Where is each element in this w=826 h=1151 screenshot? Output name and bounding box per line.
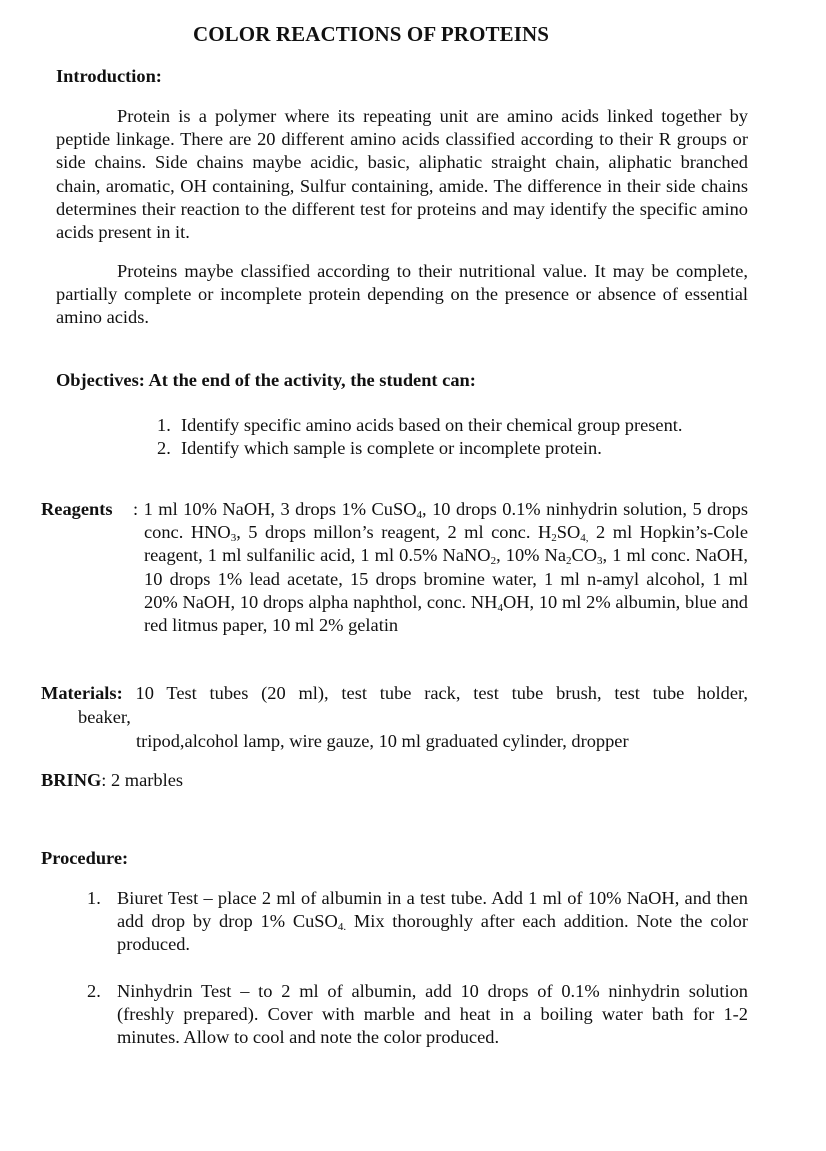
reagents-seg: , 10% Na — [496, 545, 566, 566]
objectives-heading: Objectives: At the end of the activity, the student can: — [56, 370, 476, 390]
reagents-sub: 2 — [490, 555, 497, 568]
bring-text: : 2 marbles — [101, 770, 184, 790]
reagents-sub: 4 — [497, 601, 503, 614]
reagents-seg: , 5 drops millon’s reagent, 2 ml conc. H — [236, 522, 552, 543]
procedure-item — [87, 980, 748, 1050]
reagents-seg: CO — [571, 545, 598, 566]
introduction-paragraph-1-text: Protein is a polymer where its repeating unit are amino acids linked together by peptide linkage. There are 20 different amino acids classified according to their R groups or side chains. Side chains maybe acidic, basic, aliphatic straight chain, aliphatic branched chain, aromatic, OH containing, Sulfur containing, amide. The difference in their side chains determines their reaction to the different test for proteins and may identify the specific amino acids present in it. — [56, 106, 748, 243]
objective-number: 1. — [157, 415, 171, 435]
procedure-list — [87, 980, 748, 1050]
reagents-seg: , 1 ml conc. NaOH, 10 drops 1% lead acetate, 15 drops bromine water, 1 ml n-amyl alcohol, 1 ml 20% NaOH, 10 drops alpha naphthol, conc. NH — [144, 545, 748, 612]
bring-line — [41, 769, 183, 792]
procedure-text: Biuret Test – place 2 ml of albumin in a test tube. Add 1 ml of 10% NaOH, and then add drop by drop 1% CuSO — [117, 888, 748, 932]
reagents-sub: 4 — [416, 509, 422, 522]
reagents-sub: 2 — [565, 555, 572, 568]
reagents-sub: 3 — [597, 555, 603, 568]
procedure-list — [87, 887, 748, 957]
materials-text-1: 10 Test tubes (20 ml), test tube rack, test tube brush, test tube holder, — [135, 683, 748, 703]
objective-text: Identify which sample is complete or incomplete protein. — [181, 438, 602, 458]
reagents-label: Reagents — [41, 499, 113, 519]
objective-text: Identify specific amino acids based on their chemical group present. — [181, 415, 683, 435]
reagents-section — [41, 498, 748, 637]
procedure-heading: Procedure: — [41, 848, 129, 868]
procedure-item — [87, 887, 748, 957]
procedure-number: 2. — [87, 981, 101, 1001]
reagents-seg: 2 ml Hopkin’s-Cole reagent, 1 ml sulfanilic acid, 1 ml 0.5% NaNO — [144, 522, 748, 566]
bring-label: BRING — [41, 770, 102, 790]
reagents-seg: SO — [556, 522, 581, 543]
objective-item — [157, 437, 682, 460]
materials-line-2: beaker, — [78, 707, 131, 727]
reagents-text — [133, 498, 748, 637]
introduction-paragraph-1 — [56, 105, 748, 244]
reagents-sub: 3 — [230, 532, 237, 545]
procedure-text: Ninhydrin Test – to 2 ml of albumin, add 10 drops of 0.1% ninhydrin solution (freshly prepared). Cover with marble and heat in a boiling water bath for 1-2 minutes. Allow to cool and note the color produced. — [117, 981, 748, 1048]
reagents-sub: 2 — [551, 532, 557, 545]
procedure-text-cont: Mix thoroughly after each addition. Note the color produced. — [117, 911, 748, 955]
objective-item — [157, 414, 682, 437]
procedure-sub: 4. — [337, 921, 347, 934]
procedure-number: 1. — [87, 888, 101, 908]
reagents-sub: 4, — [580, 532, 589, 545]
introduction-paragraph-2 — [56, 260, 748, 330]
objective-number: 2. — [157, 438, 171, 458]
introduction-paragraph-2-text: Proteins maybe classified according to their nutritional value. It may be complete, partially complete or incomplete protein depending on the presence or absence of essential amino acids. — [56, 261, 748, 328]
reagents-seg: : 1 ml 10% NaOH, 3 drops 1% CuSO — [133, 499, 417, 520]
materials-line-1 — [41, 682, 748, 705]
document-title: COLOR REACTIONS OF PROTEINS — [192, 22, 550, 46]
materials-line-3: tripod,alcohol lamp, wire gauze, 10 ml graduated cylinder, dropper — [136, 731, 629, 751]
introduction-heading: Introduction: — [56, 66, 162, 86]
reagents-seg: OH, 10 ml 2% albumin, blue and red litmus paper, 10 ml 2% gelatin — [144, 591, 748, 636]
objectives-list — [157, 414, 682, 460]
reagents-seg: , 10 drops 0.1% ninhydrin solution, 5 drops conc. HNO — [144, 499, 748, 543]
materials-label: Materials: — [41, 683, 123, 703]
